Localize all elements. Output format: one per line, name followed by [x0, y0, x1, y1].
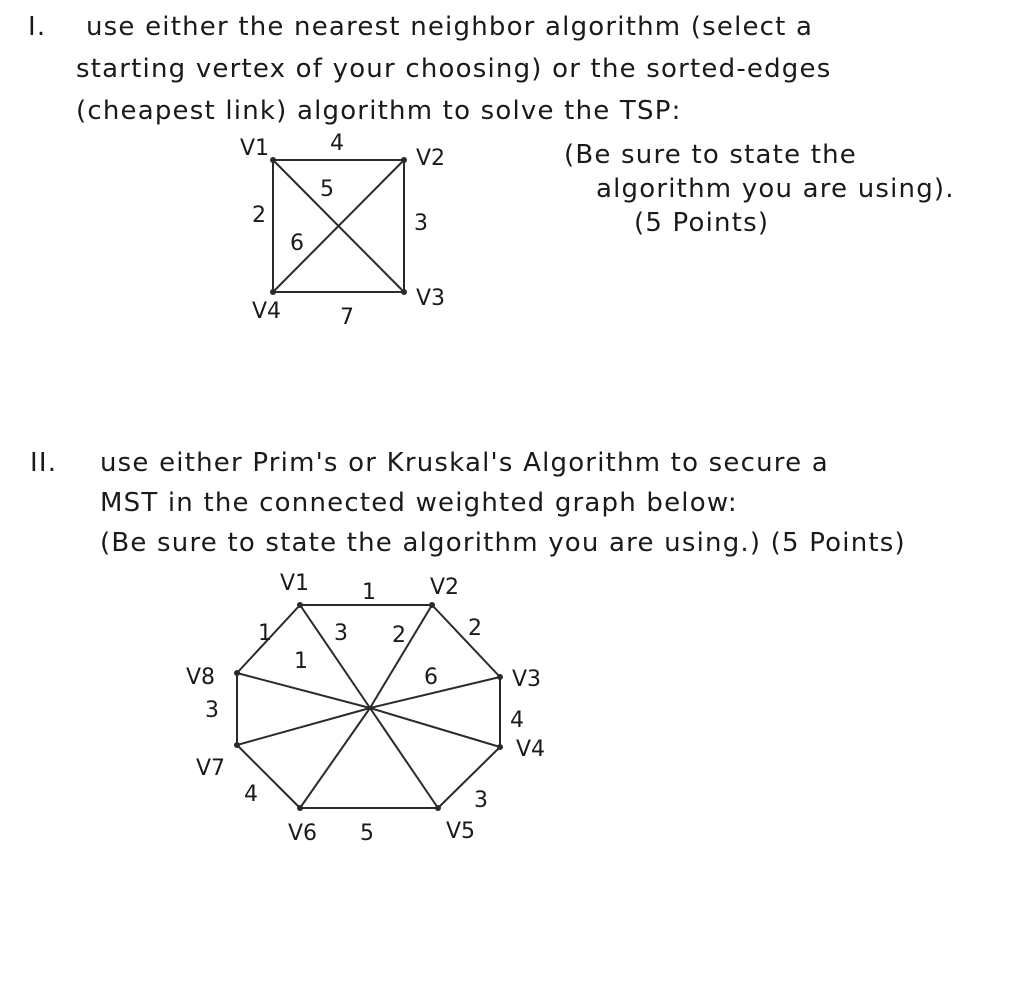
vertex-v6 — [297, 805, 303, 811]
mst-label-v3: V3 — [512, 667, 542, 692]
tsp-weight-v1-v2: 4 — [330, 131, 344, 156]
tsp-label-v1: V1 — [240, 136, 270, 161]
problem-1-line-2: starting vertex of your choosing) or the sorted-edges — [76, 54, 832, 84]
mst-weight-v8-center: 1 — [294, 649, 308, 674]
mst-weight-v8-v1: 1 — [258, 621, 272, 646]
problem-2-line-2: MST in the connected weighted graph below: — [100, 488, 738, 518]
vertex-v4 — [497, 744, 503, 750]
mst-label-v5: V5 — [446, 819, 476, 844]
mst-weight-v1-v2: 1 — [362, 580, 376, 605]
mst-weight-v2-v3: 2 — [468, 616, 482, 641]
tsp-weight-v1-v3: 5 — [320, 177, 334, 202]
vertex-v1 — [297, 602, 303, 608]
problem-1-points: (5 Points) — [634, 208, 770, 238]
tsp-label-v3: V3 — [416, 286, 446, 311]
vertex-v5 — [435, 805, 441, 811]
mst-label-v8: V8 — [186, 665, 216, 690]
mst-weight-v7-v8: 3 — [205, 698, 219, 723]
mst-weight-v5-v6: 5 — [360, 821, 374, 846]
vertex-v1 — [270, 157, 276, 163]
tsp-weight-v2-v4: 6 — [290, 231, 304, 256]
mst-weight-v3-v4: 4 — [510, 708, 524, 733]
vertex-v8 — [234, 670, 240, 676]
tsp-graph — [240, 131, 445, 330]
problem-2-number: II. — [30, 448, 58, 478]
problem-1-note-1: (Be sure to state the — [564, 140, 858, 170]
mst-label-v1: V1 — [280, 571, 310, 596]
spoke-v5 — [370, 708, 438, 808]
edge-v4-v5 — [438, 747, 500, 808]
mst-label-v6: V6 — [288, 821, 318, 846]
problem-1-line-3: (cheapest link) algorithm to solve the TSP: — [76, 96, 682, 126]
spoke-v7 — [237, 708, 370, 745]
problem-1-number: I. — [28, 12, 47, 42]
mst-weight-v6-v7: 4 — [244, 782, 258, 807]
problem-1-line-1: use either the nearest neighbor algorithm (select a — [86, 12, 814, 42]
mst-weight-v1-center: 3 — [334, 621, 348, 646]
vertex-v7 — [234, 742, 240, 748]
problem-1-note-2: algorithm you are using). — [596, 174, 955, 204]
mst-graph — [186, 571, 545, 846]
tsp-weight-v3-v4: 7 — [340, 305, 354, 330]
mst-weight-v2-center: 2 — [392, 623, 406, 648]
spoke-v2 — [370, 605, 432, 708]
tsp-weight-v4-v1: 2 — [252, 203, 266, 228]
edge-v2-v3 — [432, 605, 500, 677]
mst-weight-v3-center: 6 — [424, 665, 438, 690]
mst-label-v4: V4 — [516, 737, 546, 762]
tsp-weight-v2-v3: 3 — [414, 211, 428, 236]
vertex-v2 — [401, 157, 407, 163]
spoke-v4 — [370, 708, 500, 747]
mst-weight-v4-v5: 3 — [474, 788, 488, 813]
tsp-label-v4: V4 — [252, 299, 282, 324]
problem-2-line-1: use either Prim's or Kruskal's Algorithm to secure a — [100, 448, 829, 478]
vertex-v4 — [270, 289, 276, 295]
spoke-v6 — [300, 708, 370, 808]
vertex-v3 — [401, 289, 407, 295]
mst-label-v2: V2 — [430, 575, 460, 600]
vertex-v2 — [429, 602, 435, 608]
tsp-label-v2: V2 — [416, 146, 446, 171]
problem-2-line-3: (Be sure to state the algorithm you are using.) (5 Points) — [100, 528, 906, 558]
vertex-v3 — [497, 674, 503, 680]
mst-label-v7: V7 — [196, 756, 226, 781]
